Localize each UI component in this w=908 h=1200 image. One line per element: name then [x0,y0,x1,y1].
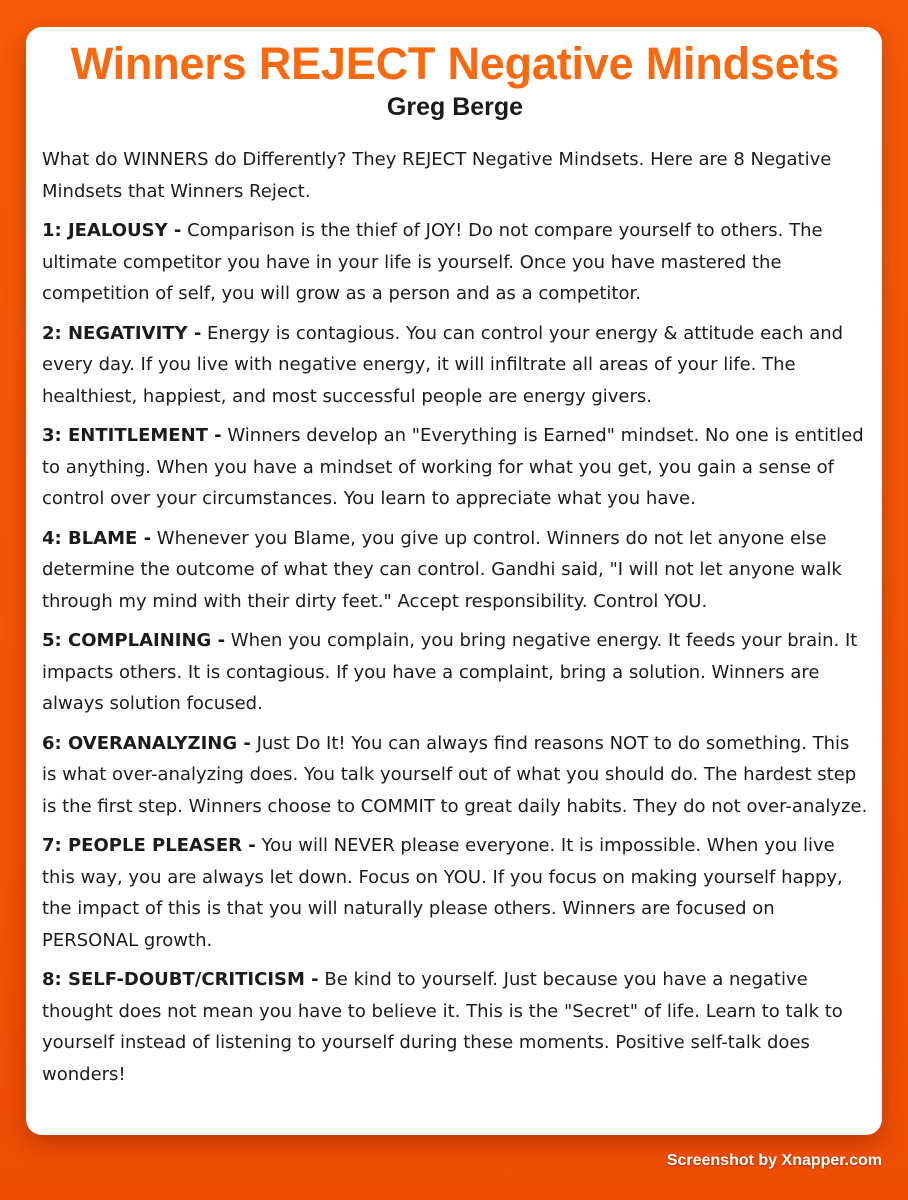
mindset-text: Comparison is the thief of JOY! Do not compare yourself to others. The ultimate competitor you have in your life is yourself. Once you have mastered the competition of self, you will grow as a person and as a competitor. [42,220,823,304]
mindset-text: Energy is contagious. You can control your energy & attitude each and every day. If you live with negative energy, it will infiltrate all areas of your life. The healthiest, happiest, and most successful people are energy givers. [42,322,844,407]
mindset-label: 1: JEALOUSY - [42,220,182,241]
mindset-label: 8: SELF-DOUBT/CRITICISM - [42,969,319,990]
mindset-label: 7: PEOPLE PLEASER - [42,835,256,856]
mindset-text: You will NEVER please everyone. It is impossible. When you live this way, you are always let down. Focus on YOU. If you focus on making yourself happy, the impact of this is that you will naturally please others. Winners are focused on PERSONAL growth. [42,835,843,951]
mindset-item [42,215,868,310]
mindset-text: Whenever you Blame, you give up control. Winners do not let anyone else determine the outcome of what they can control. Gandhi said, "I will not let anyone walk through my mind with their dirty feet." Accept responsibility. Control YOU. [42,527,842,612]
article-body [42,144,868,1090]
mindset-item [42,420,868,515]
mindset-text: Be kind to yourself. Just because you have a negative thought does not mean you have to believe it. This is the "Secret" of life. Learn to talk to yourself instead of listening to yourself during these moments. Positive self-talk does wonders! [42,969,843,1085]
mindset-label: 2: NEGATIVITY - [42,322,202,344]
mindset-label: 6: OVERANALYZING - [42,732,251,754]
mindset-text: Winners develop an "Everything is Earned" mindset. No one is entitled to anything. When you have a mindset of working for what you get, you gain a sense of control over your circumstances. You learn to appreciate what you have. [42,425,864,509]
author-name: Greg Berge [386,93,524,121]
mindset-text: Just Do It! You can always find reasons NOT to do something. This is what over-analyzing does. You talk yourself out of what you should do. The hardest step is the first step. Winners choose to COMMIT to great daily habits. They do not over-analyze. [42,732,868,817]
mindset-item [42,625,868,720]
mindset-item [42,964,868,1090]
mindset-label: 3: ENTITLEMENT - [42,425,222,446]
mindset-label: 4: BLAME - [42,527,152,549]
intro-paragraph: What do WINNERS do Differently? They REJECT Negative Mindsets. Here are 8 Negative Mindsets that Winners Reject. [42,149,832,202]
content-card [26,27,882,1135]
mindset-item [42,523,868,618]
mindset-label: 5: COMPLAINING - [42,630,226,651]
mindset-item [42,728,868,823]
page-title: Winners REJECT Negative Mindsets [70,38,840,89]
mindset-text: When you complain, you bring negative energy. It feeds your brain. It impacts others. It is contagious. If you have a complaint, bring a solution. Winners are always solution focused. [42,630,858,714]
mindset-item [42,318,868,413]
watermark-credit: Screenshot by Xnapper.com [666,1152,882,1169]
mindset-item [42,830,868,956]
